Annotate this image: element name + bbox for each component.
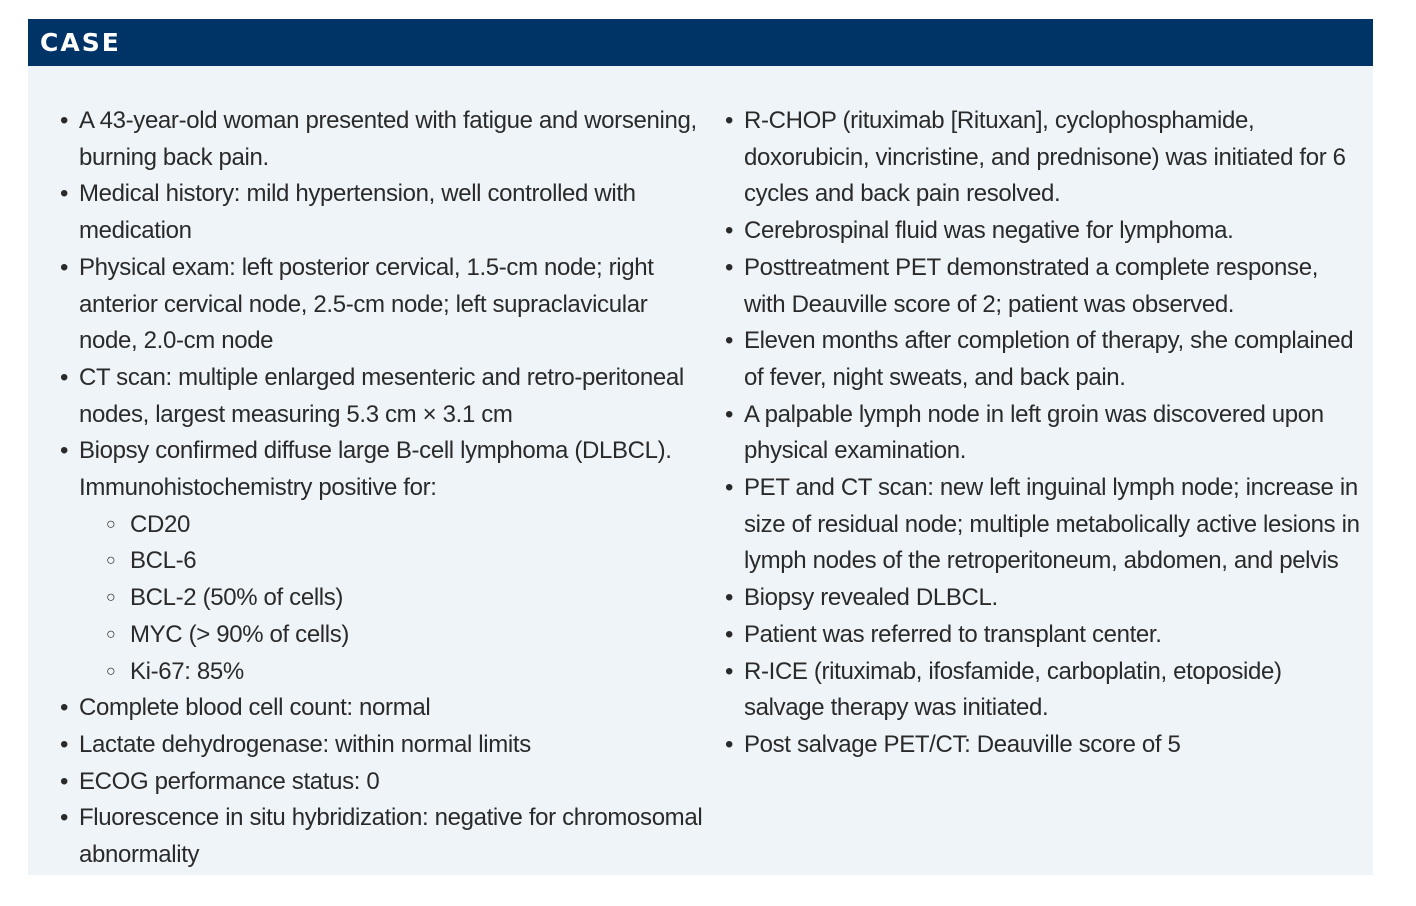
list-item <box>725 470 1365 580</box>
list-item-text: Eleven months after completion of therapy, she complained of fever, night sweats, and back pain. <box>744 327 1354 391</box>
bullet-icon: • <box>725 474 734 502</box>
list-item <box>725 250 1365 323</box>
case-panel <box>28 19 1373 875</box>
bullet-icon: • <box>725 620 734 648</box>
right-column <box>725 103 1365 764</box>
list-item-text: R-ICE (rituximab, ifosfamide, carboplatin, etoposide) salvage therapy was initiated. <box>744 657 1282 722</box>
sub-list-item <box>106 580 710 617</box>
bullet-icon: • <box>725 217 734 245</box>
list-item <box>725 397 1365 470</box>
bullet-icon: • <box>725 400 734 428</box>
list-item <box>725 213 1365 250</box>
list-item-text: Medical history: mild hypertension, well controlled with medication <box>79 180 636 245</box>
list-item-text: A 43-year-old woman presented with fatigue and worsening, burning back pain. <box>79 107 697 171</box>
list-item-text: Biopsy confirmed diffuse large B-cell lymphoma (DLBCL). Immunohistochemistry positive for: <box>79 437 672 502</box>
hollow-bullet-icon: ○ <box>106 552 116 570</box>
bullet-icon: • <box>725 730 734 758</box>
list-item <box>725 654 1365 727</box>
left-bullet-list <box>60 103 710 874</box>
list-item <box>60 103 710 176</box>
list-item <box>60 690 710 727</box>
sub-list-item-text: MYC (> 90% of cells) <box>130 620 350 648</box>
bullet-icon: • <box>60 107 69 134</box>
list-item <box>60 176 710 249</box>
bullet-icon: • <box>60 253 69 281</box>
list-item-text: Fluorescence in situ hybridization: negative for chromosomal abnormality <box>79 804 703 869</box>
bullet-icon: • <box>60 363 69 391</box>
list-item-text: R-CHOP (rituximab [Rituxan], cyclophosphamide, doxorubicin, vincristine, and prednisone) was initiated for 6 cycles and back pain resolved. <box>744 107 1346 208</box>
bullet-icon: • <box>60 437 69 465</box>
list-item-text: Posttreatment PET demonstrated a complete response, with Deauville score of 2; patient was observed. <box>744 253 1319 318</box>
bullet-icon: • <box>725 107 734 134</box>
bullet-icon: • <box>60 730 69 758</box>
list-item-text: Biopsy revealed DLBCL. <box>744 584 998 612</box>
sub-list-item <box>106 543 710 580</box>
sub-list-item <box>106 617 710 654</box>
list-item <box>60 800 710 873</box>
bullet-icon: • <box>60 804 69 832</box>
sub-list-item-text: CD20 <box>130 510 190 538</box>
list-item <box>725 617 1365 654</box>
bullet-icon: • <box>725 327 734 355</box>
list-item-text: Cerebrospinal fluid was negative for lymphoma. <box>744 217 1234 245</box>
case-header <box>28 19 1373 66</box>
list-item-text: ECOG performance status: 0 <box>79 767 380 795</box>
list-item-text: Post salvage PET/CT: Deauville score of 5 <box>744 730 1181 758</box>
hollow-bullet-icon: ○ <box>106 515 116 533</box>
list-item <box>725 580 1365 617</box>
hollow-bullet-icon: ○ <box>106 662 116 680</box>
list-item-text: PET and CT scan: new left inguinal lymph node; increase in size of residual node; multiple metabolically active lesions in lymph nodes of the retroperitoneum, abdomen, and pelvis <box>744 474 1360 575</box>
bullet-icon: • <box>725 584 734 612</box>
list-item <box>60 360 710 433</box>
list-item <box>60 727 710 764</box>
list-item-text: Patient was referred to transplant center. <box>744 620 1162 648</box>
sub-list <box>79 507 710 691</box>
case-title: CASE <box>40 28 121 57</box>
sub-list-item-text: BCL-2 (50% of cells) <box>130 584 344 612</box>
sub-list-item <box>106 507 710 544</box>
bullet-icon: • <box>60 767 69 795</box>
list-item <box>725 727 1365 764</box>
bullet-icon: • <box>725 657 734 685</box>
list-item <box>60 250 710 360</box>
bullet-icon: • <box>60 694 69 722</box>
list-item-text: Physical exam: left posterior cervical, 1.5-cm node; right anterior cervical node, 2.5-cm node; left supraclavicular node, 2.0-cm node <box>79 253 654 355</box>
sub-list-item-text: BCL-6 <box>130 547 197 575</box>
list-item-text: Complete blood cell count: normal <box>79 694 431 722</box>
sub-list-item-text: Ki-67: 85% <box>130 657 244 685</box>
list-item <box>60 433 710 690</box>
list-item-text: Lactate dehydrogenase: within normal limits <box>79 730 531 758</box>
bullet-icon: • <box>725 253 734 281</box>
list-item-text: A palpable lymph node in left groin was discovered upon physical examination. <box>744 400 1324 465</box>
right-bullet-list <box>725 103 1365 764</box>
hollow-bullet-icon: ○ <box>106 625 116 643</box>
left-column <box>60 103 710 874</box>
sub-list-item <box>106 654 710 691</box>
list-item <box>60 764 710 801</box>
list-item-text: CT scan: multiple enlarged mesenteric and retro-peritoneal nodes, largest measuring 5.3 cm × 3.1 cm <box>79 363 684 428</box>
list-item <box>725 323 1365 396</box>
list-item <box>725 103 1365 213</box>
bullet-icon: • <box>60 180 69 208</box>
hollow-bullet-icon: ○ <box>106 589 116 607</box>
